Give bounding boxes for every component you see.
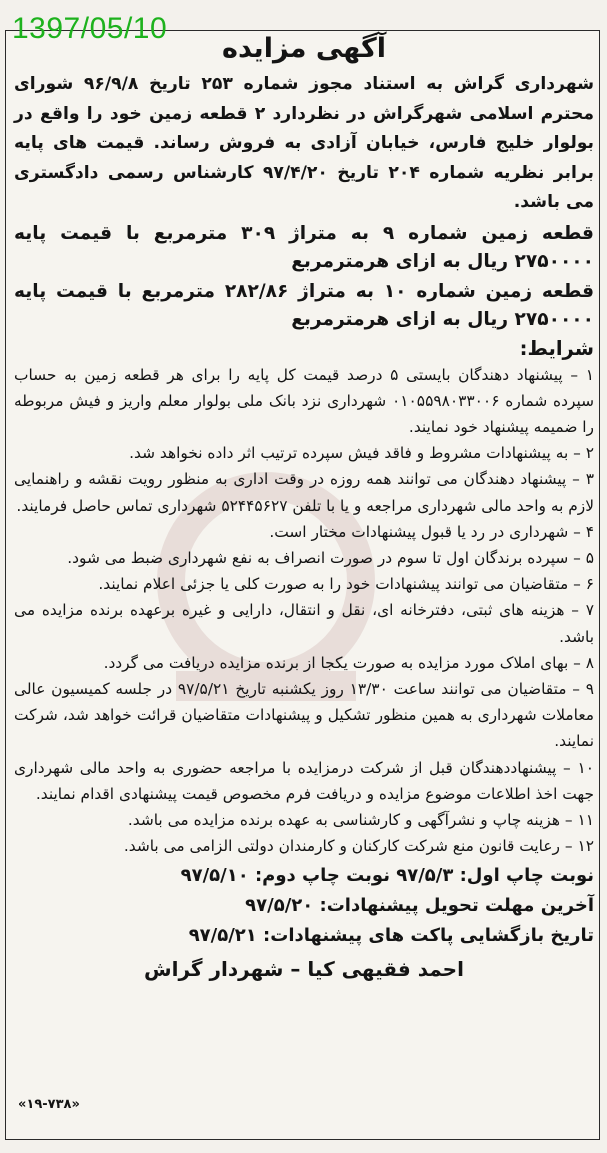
date-stamp: 1397/05/10 — [12, 12, 168, 45]
condition-item: ۱۱ – هزینه چاپ و نشرآگهی و کارشناسی به عهده برنده مزایده می باشد. — [127, 810, 594, 829]
condition-item: ۹ – متقاضیان می توانند ساعت ۱۳/۳۰ روز یکشنبه تاریخ ۹۷/۵/۲۱ در جلسه کمیسیون عالی معاملات شهرداری به همین منظور تشکیل و پیشنهادات متقاضیان قرائت خواهد شد، شرکت نمایند. — [14, 679, 594, 751]
notice-intro: شهرداری گراش به استناد مجوز شماره ۲۵۳ تاریخ ۹۶/۹/۸ شورای محترم اسلامی شهرگراش در نظردارد ۲ قطعه زمین خود را واقع در بولوار خلیج فارس، خیابان آزادی به فروش رساند. قیمت های پایه برابر نظریه شماره ۲۰۴ تاریخ ۹۷/۴/۲۰ کارشناس رسمی دادگستری می باشد. — [14, 74, 594, 212]
signature: احمد فقیهی کیا – شهردار گراش — [144, 957, 464, 982]
lot-10: قطعه زمین شماره ۱۰ به متراژ ۲۸۲/۸۶ مترمربع با قیمت پایه ۲۷۵۰۰۰۰ ریال به ازای هرمترمربع — [14, 280, 594, 330]
condition-item: ۱۲ – رعایت قانون منع شرکت کارکنان و کارمندان دولتی الزامی می باشد. — [123, 837, 594, 856]
condition-item: ۳ – پیشنهاد دهندگان می توانند همه روزه در وقت اداری به منظور رویت نقشه و راهنمایی لازم به واحد مالی شهرداری مراجعه و یا با تلفن ۵۲۴۴۵۶۲۷ شهرداری تماس حاصل فرمایند. — [14, 470, 594, 515]
condition-item: ۱ – پیشنهاد دهندگان بایستی ۵ درصد قیمت کل پایه را برای هر قطعه زمین به حساب سپرده شماره ۰۱۰۵۵۹۸۰۳۳۰۰۶ شهرداری نزد بانک ملی بولوار معلم واریز و فیش مربوطه را ضمیمه پیشنهاد خود نمایند. — [14, 365, 595, 436]
schedule-deadline: آخرین مهلت تحویل پیشنهادات: ۹۷/۵/۲۰ — [245, 895, 594, 917]
condition-item: ۶ – متقاضیان می توانند پیشنهادات خود را به صورت کلی یا جزئی اعلام نمایند. — [98, 575, 594, 594]
notice-code: «۱۹-۷۳۸» — [18, 1097, 80, 1112]
condition-item: ۷ – هزینه های ثبتی، دفترخانه ای، نقل و انتقال، دارایی و غیره برعهده برنده مزایده می باشد. — [14, 601, 594, 646]
schedule-opening: تاریخ بازگشایی پاکت های پیشنهادات: ۹۷/۵/۲۱ — [188, 925, 594, 947]
lot-9: قطعه زمین شماره ۹ به متراژ ۳۰۹ مترمربع با قیمت پایه ۲۷۵۰۰۰۰ ریال به ازای هرمترمربع — [14, 222, 594, 272]
notice-body — [14, 32, 594, 985]
conditions-list — [14, 362, 594, 860]
conditions-heading: شرایط: — [519, 336, 594, 360]
condition-item: ۵ – سپرده برندگان اول تا سوم در صورت انصراف به نفع شهرداری ضبط می شود. — [67, 548, 594, 567]
notice-title: آگهی مزایده — [222, 33, 386, 64]
condition-item: ۱۰ – پیشنهاددهندگان قبل از شرکت درمزایده با مراجعه حضوری به واحد مالی شهرداری جهت اخذ اطلاعات موضوع مزایده و دریافت فرم مخصوص قیمت پیشنهادی اقدام نمایند. — [14, 758, 594, 803]
schedule-print-dates: نوبت چاپ اول: ۹۷/۵/۳ نوبت چاپ دوم: ۹۷/۵/۱۰ — [180, 865, 594, 887]
condition-item: ۴ – شهرداری در رد یا قبول پیشنهادات مختار است. — [269, 522, 594, 541]
condition-item: ۲ – به پیشنهادات مشروط و فاقد فیش سپرده ترتیب اثر داده نخواهد شد. — [129, 444, 594, 463]
condition-item: ۸ – بهای املاک مورد مزایده به صورت یکجا از برنده مزایده دریافت می گردد. — [103, 653, 594, 672]
publication-schedule — [14, 861, 594, 951]
